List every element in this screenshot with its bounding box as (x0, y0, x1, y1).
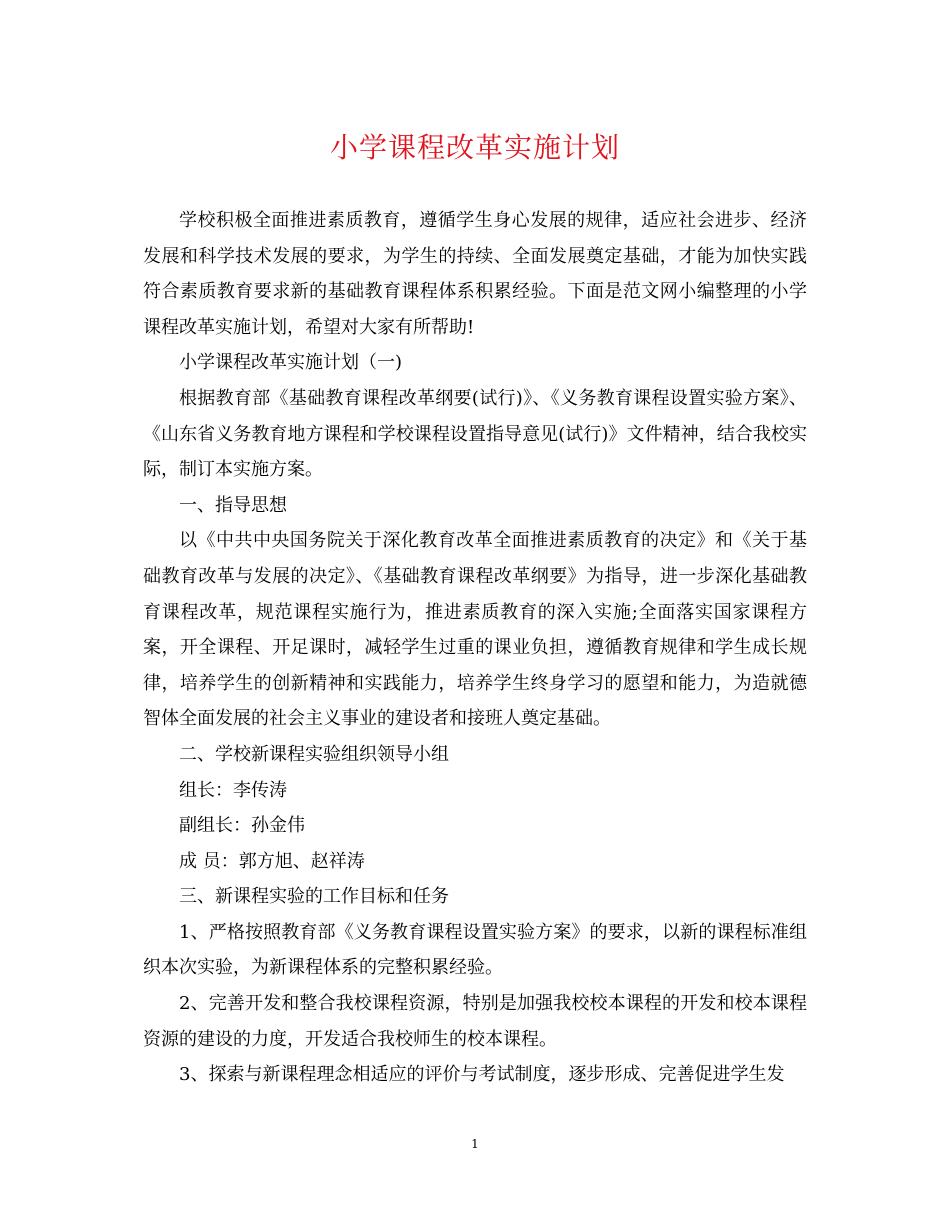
document-title: 小学课程改革实施计划 (329, 131, 620, 164)
basis-paragraph: 根据教育部《基础教育课程改革纲要(试行)》、《义务教育课程设置实验方案》、《山东省义务教育地方课程和学校课程设置指导意见(试行)》文件精神，结合我校实际，制订本实施方案。 (143, 387, 807, 481)
document-body (143, 203, 807, 1093)
section-heading-plan-one: 小学课程改革实施计划（一) (179, 352, 403, 374)
task-item-3: 3、探索与新课程理念相适应的评价与考试制度，逐步形成、完善促进学生发 (179, 1064, 785, 1086)
task-item-1: 1、严格按照教育部《义务教育课程设置实验方案》的要求，以新的课程标准组织本次实验，为新课程体系的完整积累经验。 (143, 921, 807, 979)
guiding-thought-paragraph: 以《中共中央国务院关于深化教育改革全面推进素质教育的决定》和《关于基础教育改革与发展的决定》、《基础教育课程改革纲要》为指导，进一步深化基础教育课程改革，规范课程实施行为，推进素质教育的深入实施;全面落实国家课程方案，开全课程、开足课时，减轻学生过重的课业负担，遵循教育规律和学生成长规律，培养学生的创新精神和实践能力，培养学生终身学习的愿望和能力，为造就德智体全面发展的社会主义事业的建设者和接班人奠定基础。 (143, 530, 807, 730)
section-heading-goals-tasks: 三、新课程实验的工作目标和任务 (179, 886, 449, 908)
section-heading-leadership-group: 二、学校新课程实验组织领导小组 (179, 743, 449, 765)
members-line: 成 员：郭方旭、赵祥涛 (179, 850, 365, 872)
section-heading-guiding-thought: 一、指导思想 (179, 494, 287, 516)
intro-paragraph: 学校积极全面推进素质教育，遵循学生身心发展的规律，适应社会进步、经济发展和科学技术发展的要求，为学生的持续、全面发展奠定基础，才能为加快实践符合素质教育要求新的基础教育课程体系积累经验。下面是范文网小编整理的小学课程改革实施计划，希望对大家有所帮助! (143, 210, 807, 338)
task-item-2: 2、完善开发和整合我校课程资源，特别是加强我校校本课程的开发和校本课程资源的建设的力度，开发适合我校师生的校本课程。 (143, 993, 807, 1050)
deputy-leader-line: 副组长：孙金伟 (179, 815, 305, 837)
page-number: 1 (471, 1137, 479, 1151)
group-leader-line: 组长：李传涛 (179, 779, 287, 801)
